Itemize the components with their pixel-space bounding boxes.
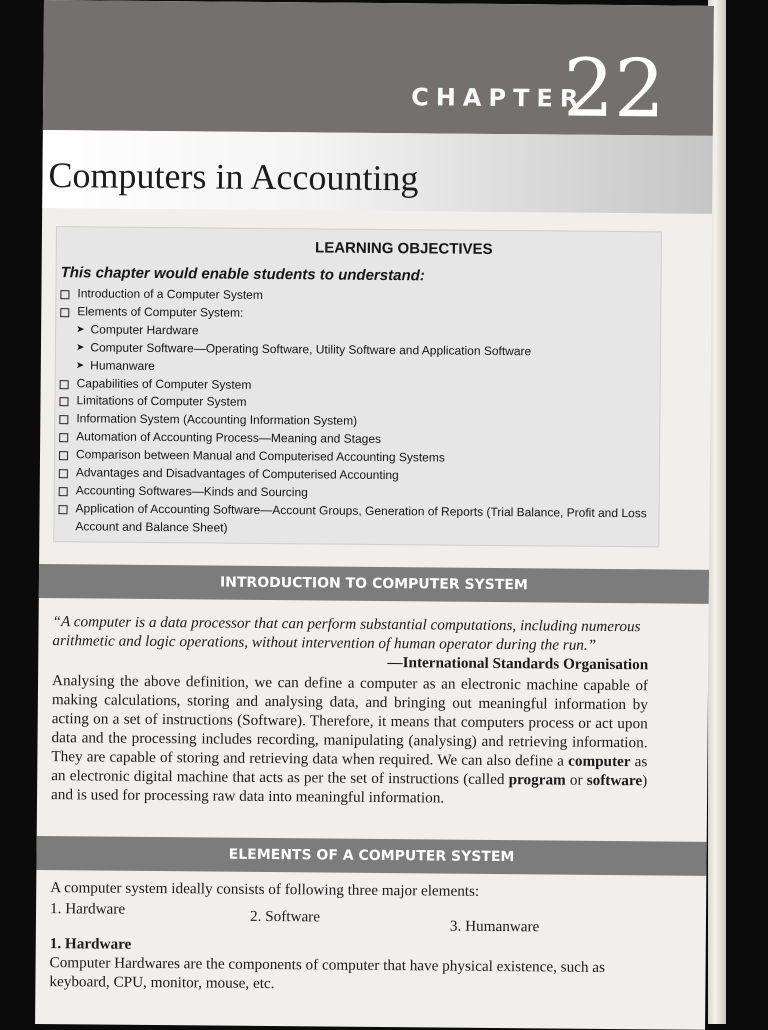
- objectives-list: [54, 285, 660, 541]
- checkbox-icon: [59, 487, 68, 496]
- objective-subitem: ➤ Humanware: [60, 357, 660, 380]
- objective-item: Elements of Computer System:: [60, 303, 660, 326]
- introduction-section: [51, 612, 649, 809]
- checkbox-icon: [60, 308, 69, 317]
- element-item: 2. Software: [249, 907, 321, 926]
- objective-item: Advantages and Disadvantages of Computerised Accounting: [59, 464, 659, 487]
- arrow-bullet-icon: ➤: [75, 359, 85, 371]
- checkbox-icon: [59, 415, 68, 424]
- chapter-title: Computers in Accounting: [48, 155, 419, 199]
- objective-item: Accounting Softwares—Kinds and Sourcing: [59, 482, 659, 505]
- elements-intro: A computer system ideally consists of following three major elements:: [50, 879, 480, 900]
- objective-item: Limitations of Computer System: [59, 393, 659, 416]
- checkbox-icon: [60, 380, 69, 389]
- checkbox-icon: [59, 433, 68, 442]
- objective-item: Comparison between Manual and Computerised Accounting Systems: [59, 446, 659, 469]
- chapter-header-band: [43, 0, 714, 136]
- checkbox-icon: [59, 469, 68, 478]
- objective-item: Introduction of a Computer System: [60, 285, 660, 308]
- section-heading-elements: ELEMENTS OF A COMPUTER SYSTEM: [36, 836, 706, 876]
- arrow-bullet-icon: ➤: [76, 324, 85, 336]
- definition-quote: “A computer is a data processor that can perform substantial computations, including numerous arithmetic and logic operations, without intervention of human operator during the run.”: [52, 613, 641, 654]
- introduction-paragraph: Analysing the above definition, we can define a computer as an electronic machine capable of making calculations, storing and analysing data, and bringing out meaningful information by acting on a set of instructions (Software). Therefore, it means that computers process or act upon data and the processing includes recording, manipulating (analysing) and retrieving information. They are capable of storing and retrieving data when required. We can also define a computer as an electronic digital machine that acts as per the set of instructions (called program or software) and is used for processing raw data into meaningful information.: [50, 672, 649, 807]
- checkbox-icon: [59, 505, 68, 514]
- checkbox-icon: [60, 290, 69, 299]
- title-band: [42, 130, 713, 214]
- objective-item: Application of Accounting Software—Account Groups, Generation of Reports (Trial Balance, Profit and Loss Account and Balance Sheet): [58, 500, 658, 541]
- objective-item: Capabilities of Computer System: [60, 375, 660, 398]
- objective-subitem: ➤ Computer Software—Operating Software, Utility Software and Application Software: [75, 340, 532, 358]
- learning-objectives-heading: LEARNING OBJECTIVES: [315, 239, 493, 258]
- checkbox-icon: [59, 398, 68, 407]
- arrow-bullet-icon: ➤: [75, 342, 85, 354]
- chapter-number: 22: [562, 41, 666, 136]
- chapter-label: CHAPTER: [411, 83, 586, 113]
- book-page: [35, 0, 714, 1030]
- objective-subitem: ➤ Computer Hardware: [76, 322, 199, 338]
- element-item: 1. Hardware: [49, 900, 126, 918]
- objective-item: Automation of Accounting Process—Meaning and Stages: [59, 428, 659, 451]
- elements-section: [49, 878, 646, 996]
- section-heading-introduction: INTRODUCTION TO COMPUTER SYSTEM: [39, 564, 709, 604]
- quote-attribution: —International Standards Organisation: [387, 654, 649, 674]
- hardware-subheading: 1. Hardware: [49, 935, 132, 953]
- objective-item: Information System (Accounting Information System): [59, 410, 659, 433]
- checkbox-icon: [59, 451, 68, 460]
- elements-list: [50, 899, 646, 937]
- learning-objectives-box: [53, 226, 662, 547]
- element-item: 3. Humanware: [449, 917, 540, 936]
- hardware-paragraph: Computer Hardwares are the components of computer that have physical existence, such as keyboard, CPU, monitor, mouse, etc.: [49, 954, 606, 993]
- learning-objectives-intro: This chapter would enable students to understand:: [60, 264, 425, 285]
